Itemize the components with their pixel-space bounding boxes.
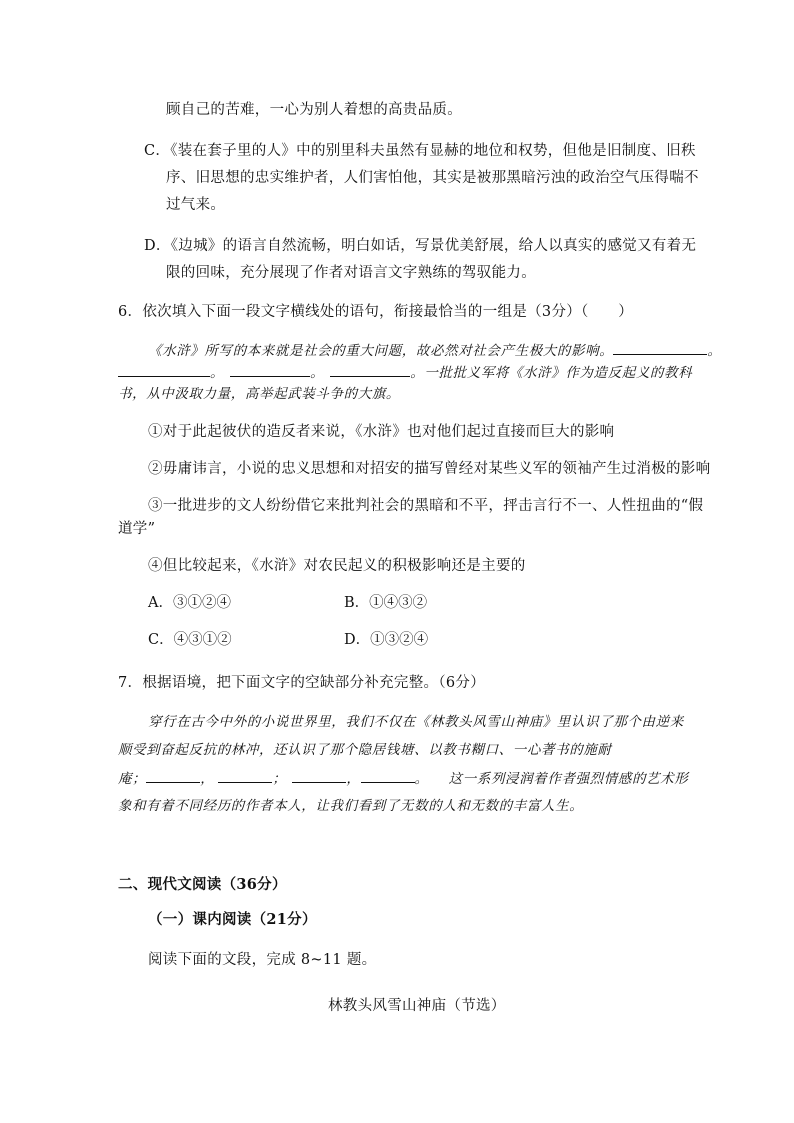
q7-stem: 7．根据语境，把下面文字的空缺部分补充完整。（6分）: [118, 675, 485, 691]
q6-stem: 6．依次填入下面一段文字横线处的语句，衔接最恰当的一组是（3分）（ ）: [118, 304, 633, 320]
q7-sep-3: ，: [346, 771, 361, 787]
q6-passage-line1: [148, 340, 721, 361]
q5-option-d-line1: D．《边城》的语言自然流畅，明白如话，写景优美舒展，给人以真实的感觉又有着无: [144, 238, 697, 254]
q7-sep-4: 。: [414, 771, 429, 787]
q7-passage-line3: [118, 768, 688, 789]
q7-blank-2[interactable]: [218, 768, 272, 783]
q6-passage-text1: 《水浒》所写的本来就是社会的重大问题，故必然对社会产生极大的影响。: [148, 343, 614, 359]
q6-sentence-3-line2: 道学”: [118, 521, 156, 537]
q7-line3-tail: 这一系列浸润着作者强烈情感的艺术形: [448, 771, 689, 787]
q6-blank-2[interactable]: [118, 362, 210, 377]
q5-option-b-tail: 顾自己的苦难，一心为别人着想的高贵品质。: [166, 102, 462, 118]
q7-passage-line2: 顺受到奋起反抗的林冲，还认识了那个隐居钱塘、以教书糊口、一心著书的施耐: [118, 742, 612, 758]
q7-blank-4[interactable]: [361, 768, 415, 783]
q7-passage-line4: 象和有着不同经历的作者本人，让我们看到了无数的人和无数的丰富人生。: [118, 798, 584, 814]
q6-option-d[interactable]: D．①③②④: [344, 632, 429, 648]
q6-options-row2: [148, 630, 429, 650]
q7-sep-1: ，: [200, 771, 215, 787]
q6-blank-3[interactable]: [230, 362, 310, 377]
q6-blank-4[interactable]: [330, 362, 410, 377]
q6-option-c[interactable]: C．④③①②: [148, 632, 232, 648]
excerpt-title: 林教头风雪山神庙（节选）: [328, 998, 506, 1014]
q6-blank-1[interactable]: [613, 340, 707, 355]
q5-option-d-line2: 限的回味，充分展现了作者对语言文字熟练的驾驭能力。: [166, 265, 536, 281]
q6-options-row1: [148, 593, 428, 613]
q6-passage-line2: [118, 362, 692, 383]
q5-option-c-line3: 过气来。: [166, 197, 226, 213]
q7-passage-line1: 穿行在古今中外的小说世界里，我们不仅在《林教头风雪山神庙》里认识了那个由逆来: [148, 714, 684, 730]
q6-passage-line3: 书，从中汲取力量，高举起武装斗争的大旗。: [118, 386, 400, 402]
q5-option-c-line1: C．《装在套子里的人》中的别里科夫虽然有显赫的地位和权势，但他是旧制度、旧秩: [144, 143, 696, 159]
section-heading: 二、现代文阅读（36分）: [118, 876, 287, 893]
q6-option-b[interactable]: B．①④③②: [344, 595, 428, 611]
reading-instruction: 阅读下面的文段，完成 8~11 题。: [148, 952, 377, 968]
q5-option-c-line2: 序、旧思想的忠实维护者，人们害怕他，其实是被那黑暗污浊的政治空气压得喘不: [166, 170, 699, 186]
q6-passage-tail: 。一批批义军将《水浒》作为造反起义的教科: [410, 365, 693, 381]
q6-sentence-2: ②毋庸讳言，小说的忠义思想和对招安的描写曾经对某些义军的领袖产生过消极的影响: [148, 461, 711, 477]
q6-sentence-3-line1: ③一批进步的文人纷纷借它来批判社会的黑暗和不平，抨击言行不一、人性扭曲的“假: [148, 498, 704, 514]
q7-blank-3[interactable]: [292, 768, 346, 783]
q7-sep-2: ；: [272, 771, 287, 787]
section-sub-heading: （一）课内阅读（21分）: [148, 911, 317, 928]
q7-line3-head: 庵；: [118, 771, 147, 787]
q7-blank-1[interactable]: [146, 768, 200, 783]
q6-sentence-4: ④但比较起来，《水浒》对农民起义的积极影响还是主要的: [148, 558, 526, 574]
q6-option-a[interactable]: A．③①②④: [148, 595, 231, 611]
q6-passage-end1: 。: [707, 343, 722, 359]
q6-sentence-1: ①对于此起彼伏的造反者来说，《水浒》也对他们起过直接而巨大的影响: [148, 424, 615, 440]
q6-passage-mid2: 。: [310, 365, 325, 381]
q6-passage-mid1: 。: [210, 365, 225, 381]
